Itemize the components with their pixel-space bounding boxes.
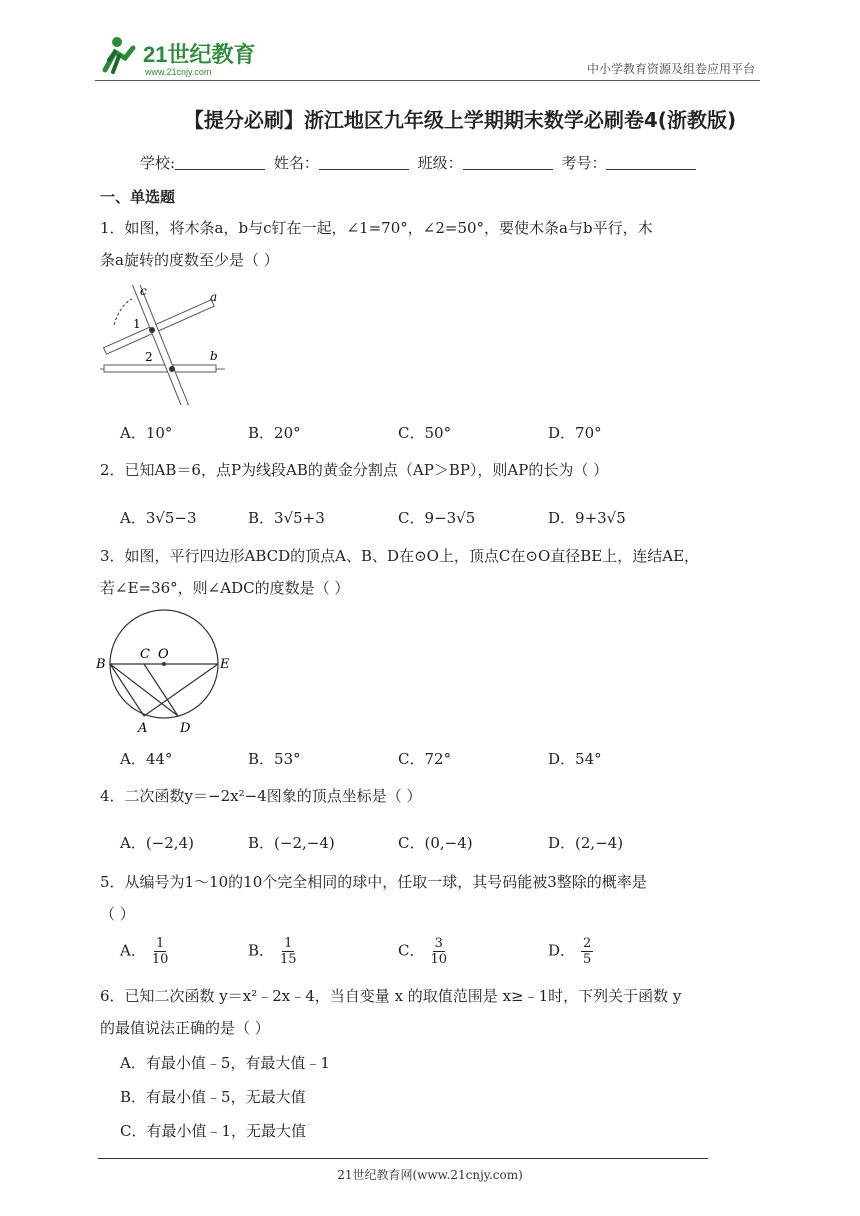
figure-label: C: [140, 647, 150, 662]
option-a[interactable]: [120, 936, 168, 967]
option-a[interactable]: A．(−2,4): [120, 834, 194, 852]
option-label: B．: [248, 941, 275, 960]
runner-logo-icon: [95, 30, 265, 80]
question-2: [100, 454, 760, 486]
fraction: [152, 936, 169, 967]
figure-label: 2: [145, 350, 153, 364]
question-text: 条a旋转的度数至少是（ ）: [100, 251, 279, 269]
school-label: 学校:: [140, 154, 176, 172]
figure-label: A: [138, 721, 148, 736]
figure-label: 1: [133, 317, 141, 331]
figure-label: O: [158, 647, 169, 662]
option-c[interactable]: C．(0,−4): [398, 834, 473, 852]
fraction: [581, 936, 593, 967]
logo: [95, 30, 265, 80]
question-4: [100, 780, 760, 812]
fraction: [280, 936, 297, 967]
figure-label: a: [210, 290, 218, 304]
footer-link[interactable]: 21世纪教育网(www.21cnjy.com): [337, 1168, 523, 1182]
question-6: [100, 980, 760, 1044]
denominator: 10: [430, 952, 448, 967]
question-1: [100, 212, 760, 276]
option-d[interactable]: D．9+3√5: [548, 509, 626, 527]
section-heading: 一、单选题: [100, 188, 176, 206]
school-field[interactable]: [175, 155, 265, 170]
platform-label: 中小学教育资源及组卷应用平台: [586, 62, 755, 76]
figure-label: c: [140, 285, 147, 298]
option-b[interactable]: B．53°: [248, 750, 301, 768]
option-a[interactable]: A．有最小值﹣5，有最大值﹣1: [120, 1054, 330, 1072]
header-divider: [95, 80, 760, 81]
option-b[interactable]: B．(−2,−4): [248, 834, 335, 852]
figure-label: B: [96, 657, 106, 672]
option-d[interactable]: [548, 936, 593, 967]
question-text: 的最值说法正确的是（ ）: [100, 1019, 270, 1037]
class-label: 班级：: [417, 154, 463, 172]
name-label: 姓名：: [273, 154, 319, 172]
exam-no-field[interactable]: [606, 155, 696, 170]
option-b[interactable]: [248, 936, 297, 967]
denominator: 10: [151, 952, 169, 967]
figure-label: E: [220, 657, 230, 672]
fraction: [430, 936, 447, 967]
numerator: 3: [434, 936, 443, 951]
info-line: [140, 152, 700, 173]
logo-text: 21世纪教育: [143, 42, 256, 67]
option-b[interactable]: B．3√5+3: [248, 509, 325, 527]
question-text: 1．如图，将木条a，b与c钉在一起，∠1=70°，∠2=50°，要使木条a与b平行，木: [100, 219, 653, 237]
figure-label: b: [210, 349, 218, 363]
option-c[interactable]: C．9−3√5: [398, 509, 476, 527]
denominator: 5: [583, 952, 592, 967]
option-c[interactable]: [398, 936, 447, 967]
options-q6: [120, 1046, 330, 1148]
question-text: 3．如图，平行四边形ABCD的顶点A、B、D在⊙O上，顶点C在⊙O直径BE上，连结AE，: [100, 547, 700, 565]
name-field[interactable]: [319, 155, 409, 170]
option-d[interactable]: D．70°: [548, 424, 602, 442]
page-title: 【提分必刷】浙江地区九年级上学期期末数学必刷卷4(浙教版): [183, 108, 737, 132]
question-3: [100, 540, 760, 604]
option-b[interactable]: B．20°: [248, 424, 301, 442]
option-label: A．: [120, 941, 146, 960]
exam-no-label: 考号：: [561, 154, 607, 172]
question-text: 6．已知二次函数 y＝x²﹣2x﹣4，当自变量 x 的取值范围是 x≥﹣1时，下列关于函数 y: [100, 987, 682, 1005]
option-a[interactable]: A．3√5−3: [120, 509, 197, 527]
option-b[interactable]: B．有最小值﹣5，无最大值: [120, 1088, 306, 1106]
option-label: D．: [548, 941, 576, 960]
option-d[interactable]: D．(2,−4): [548, 834, 624, 852]
denominator: 15: [280, 952, 297, 967]
option-d[interactable]: D．54°: [548, 750, 602, 768]
logo-url: www.21cnjy.com: [145, 67, 212, 77]
option-a[interactable]: A．10°: [120, 424, 173, 442]
question-5: [100, 866, 760, 930]
figure-label: D: [180, 721, 191, 736]
footer-divider: [98, 1158, 708, 1159]
question-text: 4．二次函数y＝−2x²−4图象的顶点坐标是（ ）: [100, 787, 422, 805]
option-c[interactable]: C．50°: [398, 424, 452, 442]
figure-wooden-bars: [100, 285, 230, 409]
question-text: 若∠E=36°，则∠ADC的度数是（ ）: [100, 579, 350, 597]
option-a[interactable]: A．44°: [120, 750, 173, 768]
figure-circle: [96, 606, 246, 742]
option-label: C．: [398, 941, 425, 960]
option-c[interactable]: C．有最小值﹣1，无最大值: [120, 1122, 307, 1140]
class-field[interactable]: [463, 155, 553, 170]
question-text: 2．已知AB＝6，点P为线段AB的黄金分割点（AP＞BP），则AP的长为（ ）: [100, 461, 609, 479]
question-text: 5．从编号为1～10的10个完全相同的球中，任取一球，其号码能被3整除的概率是: [100, 873, 647, 891]
numerator: 2: [583, 936, 592, 951]
question-text: （ ）: [100, 905, 135, 923]
option-c[interactable]: C．72°: [398, 750, 452, 768]
numerator: 1: [155, 936, 165, 951]
numerator: 1: [284, 936, 293, 951]
